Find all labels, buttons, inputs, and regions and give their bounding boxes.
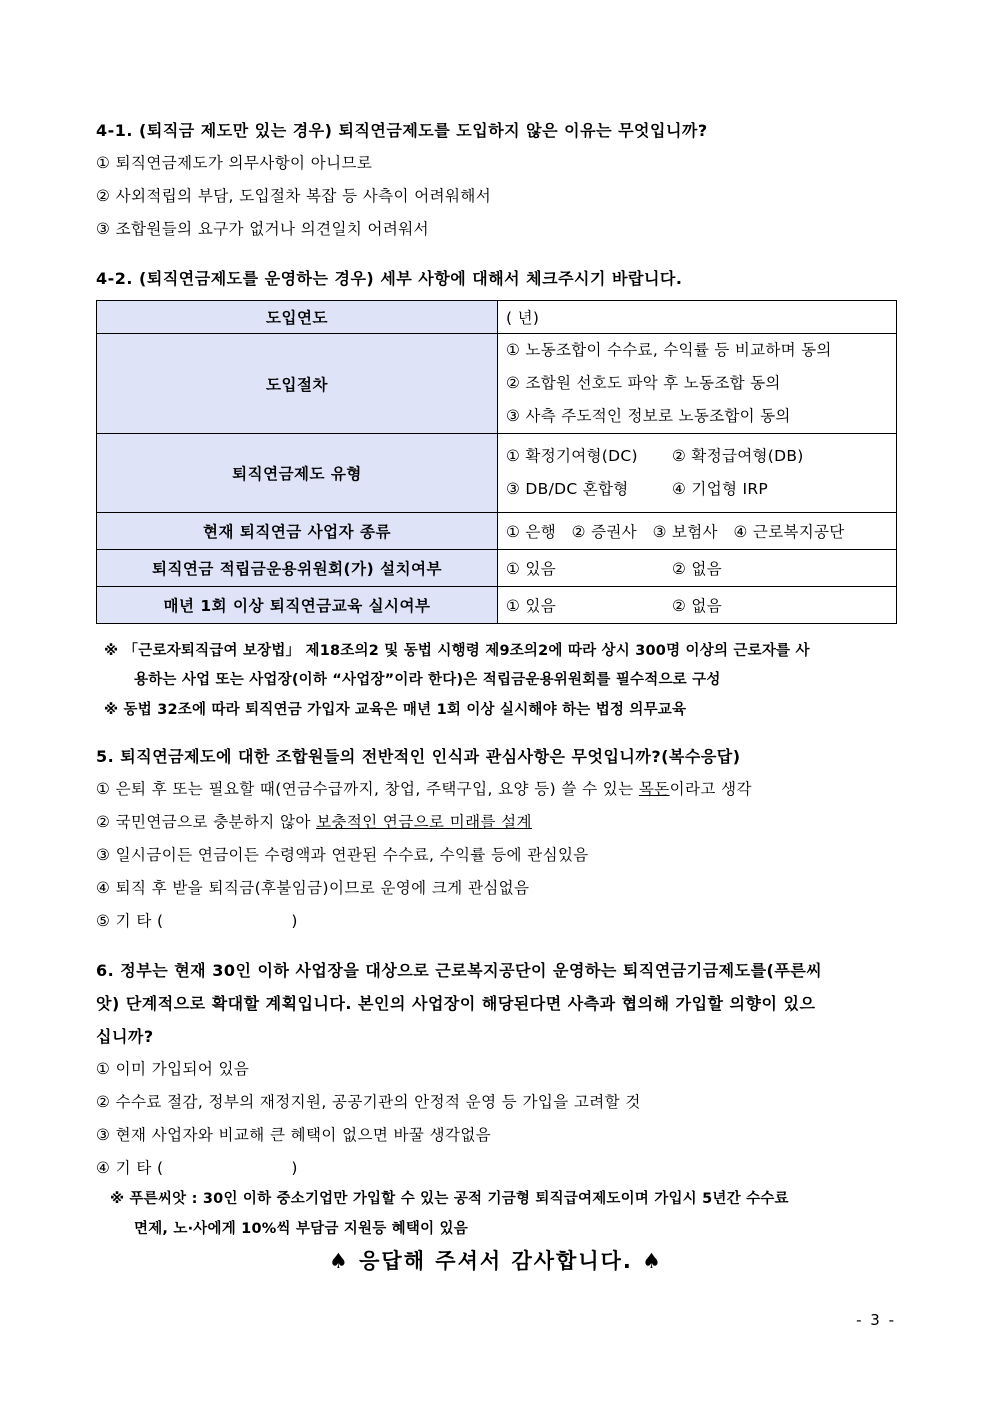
committee-yes[interactable]: ① 있음 — [506, 560, 556, 578]
type-option-dc[interactable]: ① 확정기여형(DC) — [506, 447, 638, 465]
question-5-title: 5. 퇴직연금제도에 대한 조합원들의 전반적인 인식과 관심사항은 무엇입니까?(복수응답) — [96, 747, 741, 766]
q5-option-2-text: ② 국민연금으로 충분하지 않아 — [96, 813, 317, 831]
closing-thanks: ♠ 응답해 주셔서 감사합니다. ♠ — [328, 1249, 664, 1273]
procedure-option-3[interactable]: ③ 사측 주도적인 정보로 노동조합이 동의 — [506, 407, 791, 425]
table-row — [97, 334, 897, 434]
q5-option-2[interactable] — [96, 810, 532, 832]
q5-option-5-other[interactable]: ⑤ 기 타 ( ) — [96, 912, 298, 930]
q5-option-3[interactable]: ③ 일시금이든 연금이든 수령액과 연관된 수수료, 수익률 등에 관심있음 — [96, 846, 589, 864]
q6-option-4-other[interactable]: ④ 기 타 ( ) — [96, 1159, 298, 1177]
education-yes[interactable]: ① 있음 — [506, 597, 556, 615]
q5-option-1-underlined: 목돈 — [638, 780, 670, 798]
education-options — [498, 587, 897, 624]
q6-option-1[interactable]: ① 이미 가입되어 있음 — [96, 1060, 250, 1078]
procedure-option-2[interactable]: ② 조합원 선호도 파악 후 노동조합 동의 — [506, 374, 781, 392]
row-label-education: 매년 1회 이상 퇴직연금교육 실시여부 — [97, 587, 498, 624]
table-row — [97, 434, 897, 513]
row-label-committee: 퇴직연금 적립금운용위원회(가) 설치여부 — [97, 550, 498, 587]
q41-option-2: ② 사외적립의 부담, 도입절차 복잡 등 사측이 어려워해서 — [96, 187, 492, 205]
type-option-hybrid[interactable]: ③ DB/DC 혼합형 — [506, 480, 629, 498]
procedure-option-1[interactable]: ① 노동조합이 수수료, 수익률 등 비교하며 동의 — [506, 341, 832, 359]
table-row — [97, 301, 897, 334]
question-6-title-line1: 6. 정부는 현재 30인 이하 사업장을 대상으로 근로복지공단이 운영하는 퇴직연금기금제도를(푸른씨 — [96, 961, 823, 980]
table-row — [97, 587, 897, 624]
type-options — [498, 434, 897, 513]
note-blue-seed-line1: ※ 푸른씨앗 : 30인 이하 중소기업만 가입할 수 있는 공적 기금형 퇴직급여제도이며 가입시 5년간 수수료 — [110, 1191, 789, 1207]
procedure-options — [498, 334, 897, 434]
row-label-year: 도입연도 — [97, 301, 498, 334]
q5-option-2-underlined: 보충적인 연금으로 미래를 설계 — [316, 813, 532, 831]
q6-option-2[interactable]: ② 수수료 절감, 정부의 재정지원, 공공기관의 안정적 운영 등 가입을 고려할 것 — [96, 1093, 641, 1111]
education-no[interactable]: ② 없음 — [672, 597, 722, 615]
note-committee-line1: ※ 「근로자퇴직급여 보장법」 제18조의2 및 동법 시행령 제9조의2에 따라 상시 300명 이상의 근로자를 사 — [104, 643, 810, 659]
committee-no[interactable]: ② 없음 — [672, 560, 722, 578]
type-option-irp[interactable]: ④ 기업형 IRP — [672, 480, 769, 498]
page-number: - 3 - — [856, 1311, 896, 1329]
q5-option-1-tail: 이라고 생각 — [669, 780, 752, 798]
row-label-procedure: 도입절차 — [97, 334, 498, 434]
table-row — [97, 550, 897, 587]
question-4-1-title: 4-1. (퇴직금 제도만 있는 경우) 퇴직연금제도를 도입하지 않은 이유는 무엇입니까? — [96, 121, 708, 140]
q6-option-3[interactable]: ③ 현재 사업자와 비교해 큰 혜택이 없으면 바꿀 생각없음 — [96, 1126, 492, 1144]
question-4-2-title: 4-2. (퇴직연금제도를 운영하는 경우) 세부 사항에 대해서 체크주시기 바랍니다. — [96, 269, 683, 288]
year-field[interactable]: ( 년) — [498, 301, 897, 334]
row-label-type: 퇴직연금제도 유형 — [97, 434, 498, 513]
note-committee-line2: 용하는 사업 또는 사업장(이하 “사업장”이라 한다)은 적립금운용위원회를 필수적으로 구성 — [134, 672, 721, 688]
note-blue-seed-line2: 면제, 노·사에게 10%씩 부담금 지원등 혜택이 있음 — [134, 1221, 468, 1237]
provider-options[interactable]: ① 은행 ② 증권사 ③ 보험사 ④ 근로복지공단 — [498, 513, 897, 550]
q5-option-1-text: ① 은퇴 후 또는 필요할 때(연금수급까지, 창업, 주택구입, 요양 등) 쓸 수 있는 — [96, 780, 639, 798]
table-row — [97, 513, 897, 550]
q5-option-4[interactable]: ④ 퇴직 후 받을 퇴직금(후불임금)이므로 운영에 크게 관심없음 — [96, 879, 530, 897]
question-6-title-line2: 앗) 단계적으로 확대할 계획입니다. 본인의 사업장이 해당된다면 사측과 협의해 가입할 의향이 있으 — [96, 994, 816, 1013]
note-education: ※ 동법 32조에 따라 퇴직연금 가입자 교육은 매년 1회 이상 실시해야 하는 법정 의무교육 — [104, 702, 687, 718]
row-label-provider: 현재 퇴직연금 사업자 종류 — [97, 513, 498, 550]
q5-option-1[interactable] — [96, 777, 752, 799]
question-6-title-line3: 십니까? — [96, 1027, 154, 1046]
q41-option-1: ① 퇴직연금제도가 의무사항이 아니므로 — [96, 154, 373, 172]
type-option-db[interactable]: ② 확정급여형(DB) — [672, 447, 804, 465]
pension-detail-table — [96, 300, 897, 624]
committee-options — [498, 550, 897, 587]
q41-option-3: ③ 조합원들의 요구가 없거나 의견일치 어려워서 — [96, 220, 430, 238]
